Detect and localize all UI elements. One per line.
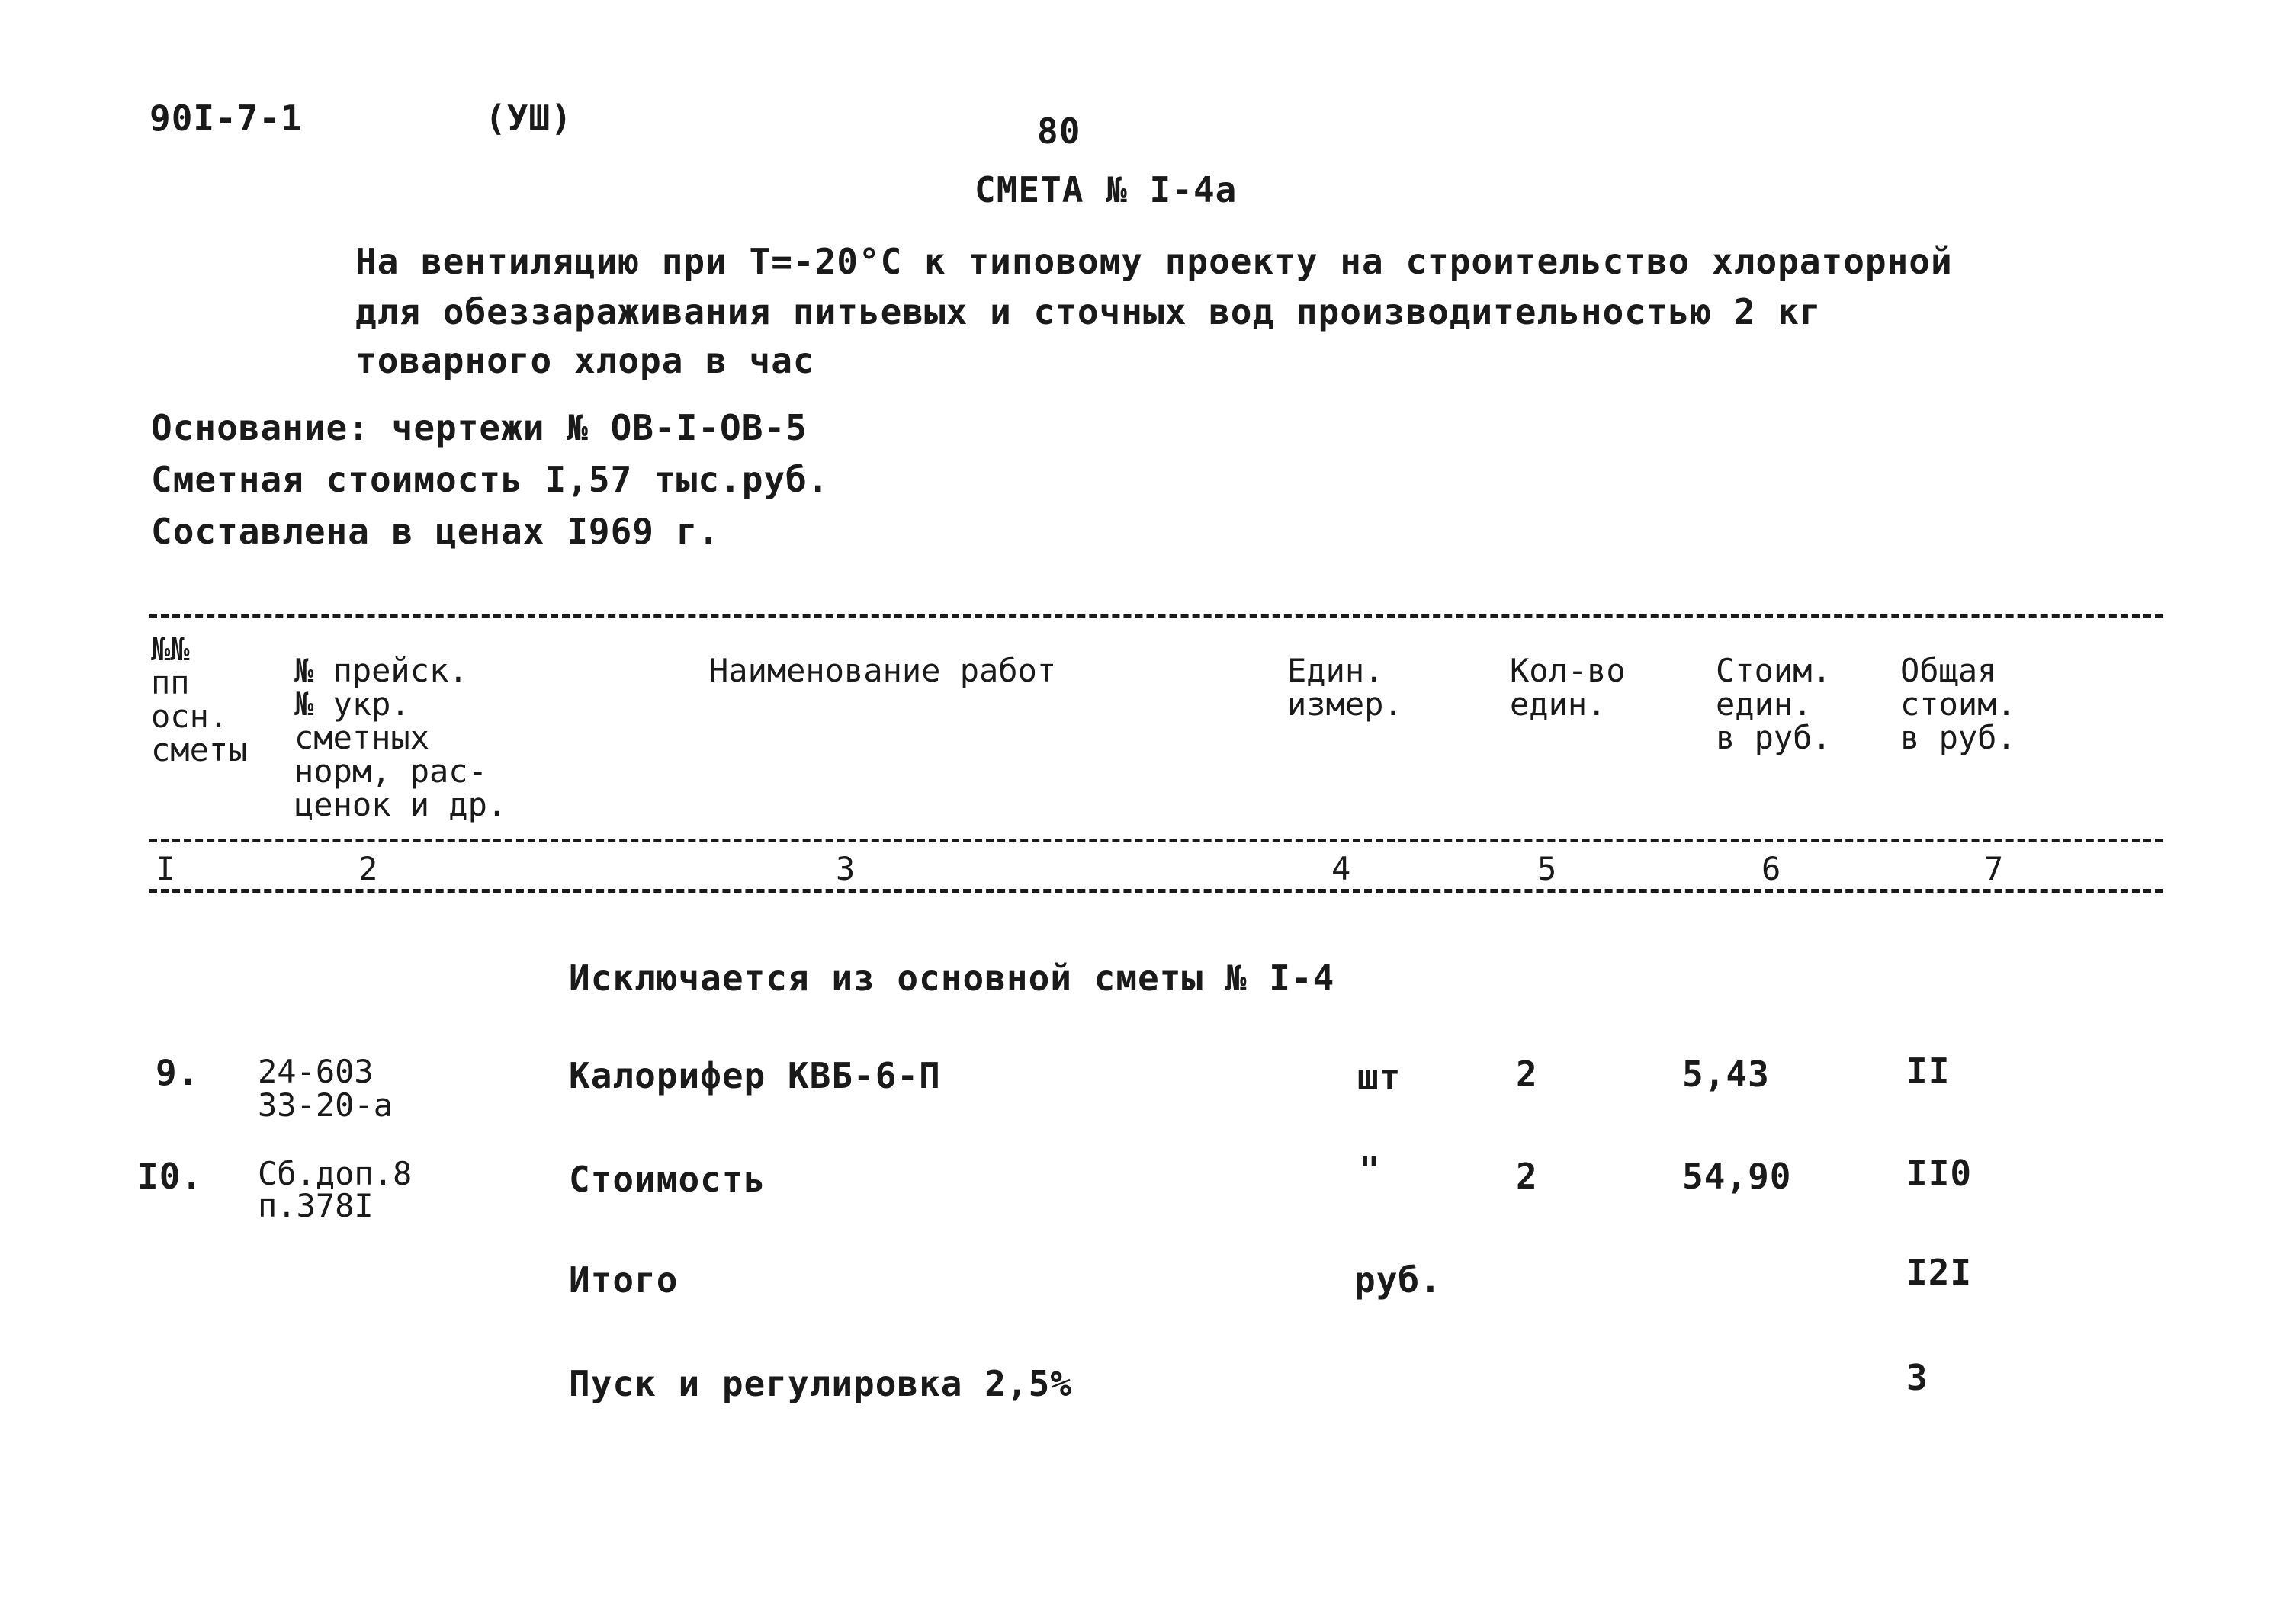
column-number-5: 5 xyxy=(1537,850,1557,887)
startup-value: 3 xyxy=(1906,1357,1928,1398)
row-name: Стоимость xyxy=(569,1159,766,1200)
row-unit-price: 5,43 xyxy=(1682,1054,1770,1095)
column-number-2: 2 xyxy=(358,850,378,887)
column-header-6: Стоим. един. в руб. xyxy=(1716,652,1832,756)
row-total: II xyxy=(1906,1051,1951,1092)
row-number: I0. xyxy=(137,1156,204,1197)
document-code: 90I-7-1 xyxy=(149,98,303,139)
column-header-3: Наименование работ xyxy=(709,652,1057,689)
column-header-7: Общая стоим. в руб. xyxy=(1900,652,2016,756)
description-line-2: для обеззараживания питьевых и сточных вод производительностью 2 кг xyxy=(355,291,1822,332)
header-rule xyxy=(149,839,2163,842)
row-total: II0 xyxy=(1906,1153,1973,1194)
page-number: 80 xyxy=(1037,111,1081,152)
startup-label: Пуск и регулировка 2,5% xyxy=(569,1363,1072,1404)
column-number-3: 3 xyxy=(836,850,856,887)
table-top-rule xyxy=(149,614,2163,618)
row-quantity: 2 xyxy=(1516,1156,1538,1197)
section-title: Исключается из основной сметы № I-4 xyxy=(569,958,1335,999)
column-header-1: №№ пп осн. сметы xyxy=(151,630,248,768)
row-code-1: Сб.доп.8 xyxy=(258,1155,413,1192)
row-unit-price: 54,90 xyxy=(1682,1156,1792,1197)
row-unit: " xyxy=(1359,1150,1381,1191)
total-unit: руб. xyxy=(1354,1259,1442,1301)
row-name: Калорифер КВБ-6-П xyxy=(569,1055,941,1096)
column-number-6: 6 xyxy=(1761,850,1781,887)
total-label: Итого xyxy=(569,1259,679,1301)
estimated-cost: Сметная стоимость I,57 тыс.руб. xyxy=(151,459,830,500)
row-number: 9. xyxy=(156,1052,200,1093)
column-number-7: 7 xyxy=(1984,850,2004,887)
basis-text: Основание: чертежи № ОВ-I-ОВ-5 xyxy=(151,407,808,448)
row-code-2: п.378I xyxy=(258,1187,374,1224)
total-value: I2I xyxy=(1906,1252,1973,1293)
description-line-3: товарного хлора в час xyxy=(355,340,815,381)
column-header-5: Кол-во един. xyxy=(1510,652,1626,723)
numbers-rule xyxy=(149,889,2163,893)
description-line-1: На вентиляцию при Т=-20°С к типовому проекту на строительство хлораторной xyxy=(355,241,1953,282)
row-code-2: 33-20-а xyxy=(258,1086,393,1124)
volume-label: (УШ) xyxy=(485,98,573,139)
row-code-1: 24-603 xyxy=(258,1053,374,1090)
column-number-4: 4 xyxy=(1331,850,1351,887)
price-year: Составлена в ценах I969 г. xyxy=(151,511,721,552)
estimate-title: СМЕТА № I-4а xyxy=(975,169,1238,210)
column-header-4: Един. измер. xyxy=(1287,652,1403,723)
column-number-1: I xyxy=(156,850,175,887)
column-header-2: № прейск. № укр. сметных норм, рас- ценок и др. xyxy=(294,652,507,823)
row-quantity: 2 xyxy=(1516,1054,1538,1095)
row-unit: шт xyxy=(1357,1057,1402,1098)
